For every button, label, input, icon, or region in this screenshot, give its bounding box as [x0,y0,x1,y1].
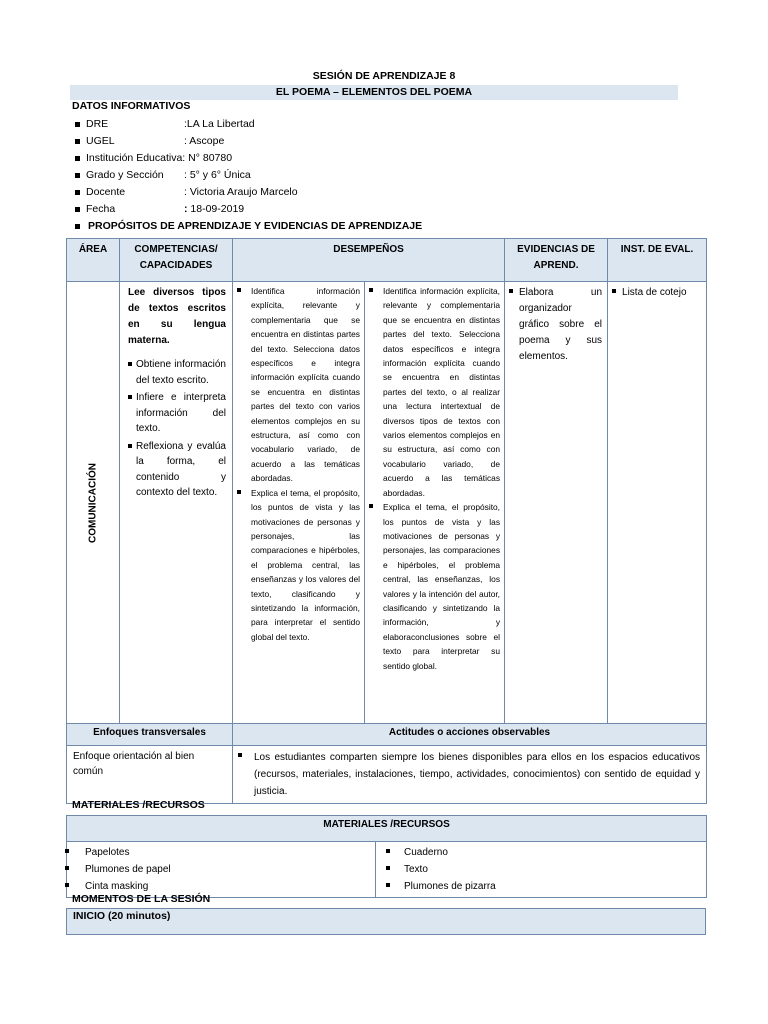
datos-informativos-list [72,117,672,236]
list-item: Infiere e interpreta información del texto. [128,390,226,437]
competencia-title: Lee diversos tipos de textos escritos en su lengua materna. [128,287,226,346]
propositos-table [66,238,707,804]
list-item: Identifica información explícita, relevante y complementaria que se encuentra en distintas partes del texto. Selecciona datos específicos e integra información explícita cuando se encuentra en distintas partes del texto, o al realizar una lectura intertextual de diversos tipos de textos con varios elementos complejos en su estructura, así como con vocabulario variado, de acuerdo a las temáticas abordadas. [369,284,500,500]
instrumento-cell [608,282,707,724]
header-evidencias: EVIDENCIAS DE APREND. [505,239,608,282]
materiales-left-cell [67,842,376,898]
info-item-institucion: Institución Educativa: N° 80780 [72,151,672,168]
area-label: COMUNICACIÓN [87,462,99,543]
materiales-right-cell [376,842,707,898]
actitud-item: Los estudiantes comparten siempre los bienes disponibles para ellos en los espacios educativos (recursos, materiales, instalaciones, tiempo, actividades, conocimientos) con sentido de equidad y justicia. [238,749,700,800]
list-item: Cinta masking [69,878,375,895]
list-item: Reflexiona y evalúa la forma, el contenido y contexto del texto. [128,439,226,501]
actitud-cell [233,746,707,804]
header-competencias: COMPETENCIAS/ CAPACIDADES [120,239,233,282]
info-item-dre: DRE :LA La Libertad [72,117,672,134]
propositos-heading: PROPÓSITOS DE APRENDIZAJE Y EVIDENCIAS DE APRENDIZAJE [72,219,672,236]
table-header-row [67,239,707,282]
area-cell [67,282,120,724]
desempenos-cell-b [365,282,505,724]
session-title: SESIÓN DE APRENDIZAJE 8 [312,70,456,82]
enfoques-row [67,746,707,804]
enfoque-cell: Enfoque orientación al bien común [67,746,233,804]
header-desempenos: DESEMPEÑOS [233,239,505,282]
info-item-fecha: Fecha : 18-09-2019 [72,202,672,219]
list-item: Plumones de papel [69,861,375,878]
list-item: Papelotes [69,844,375,861]
materiales-heading: MATERIALES /RECURSOS [72,799,205,811]
inicio-box: INICIO (20 minutos) [66,908,706,935]
list-item: Texto [378,861,706,878]
header-area: ÁREA [67,239,120,282]
capacidades-list [128,357,226,501]
info-item-docente: Docente : Victoria Araujo Marcelo [72,185,672,202]
evidencias-cell [505,282,608,724]
info-item-ugel: UGEL : Ascope [72,134,672,151]
momentos-heading: MOMENTOS DE LA SESIÓN [72,893,211,905]
table-content-row [67,282,707,724]
header-instrumento: INST. DE EVAL. [608,239,707,282]
list-item: Explica el tema, el propósito, los puntos de vista y las motivaciones de personas y personajes, las comparaciones e hipérboles, el problema central, las enseñanzas y los valores del texto, clasificando y sintetizando la información, para interpretar el sentido global del texto. [237,486,360,644]
materiales-table [66,815,707,898]
list-item: Identifica información explícita, relevante y complementaria que se encuentra en distintas partes del texto. Selecciona datos específicos e integra información explícita cuando se encuentra en distintas partes del texto con varios elementos complejos en su estructura, así como con vocabulario variado, de acuerdo a las temáticas abordadas. [237,284,360,486]
list-item: Obtiene información del texto escrito. [128,357,226,388]
info-item-grado: Grado y Sección : 5° y 6° Única [72,168,672,185]
session-subtitle: EL POEMA – ELEMENTOS DEL POEMA [70,85,678,100]
evidencia-item: Elabora un organizador gráfico sobre el poema y sus elementos. [509,285,602,365]
list-item: Cuaderno [378,844,706,861]
list-item: Explica el tema, el propósito, los puntos de vista y las motivaciones de personas y personajes, las comparaciones e hipérboles, el problema central, las enseñanzas, los valores y la intención del autor, clasificando y sintetizando la información, y elaboraconclusiones sobre el texto para interpretar su sentido global. [369,500,500,673]
enfoques-header: Enfoques transversales [67,724,233,746]
competencias-cell [120,282,233,724]
actitudes-header: Actitudes o acciones observables [233,724,707,746]
enfoques-header-row [67,724,707,746]
materiales-table-header: MATERIALES /RECURSOS [67,816,707,842]
desempenos-cell-a [233,282,365,724]
instrumento-item: Lista de cotejo [612,285,701,301]
list-item: Plumones de pizarra [378,878,706,895]
datos-informativos-heading: DATOS INFORMATIVOS [72,100,191,112]
